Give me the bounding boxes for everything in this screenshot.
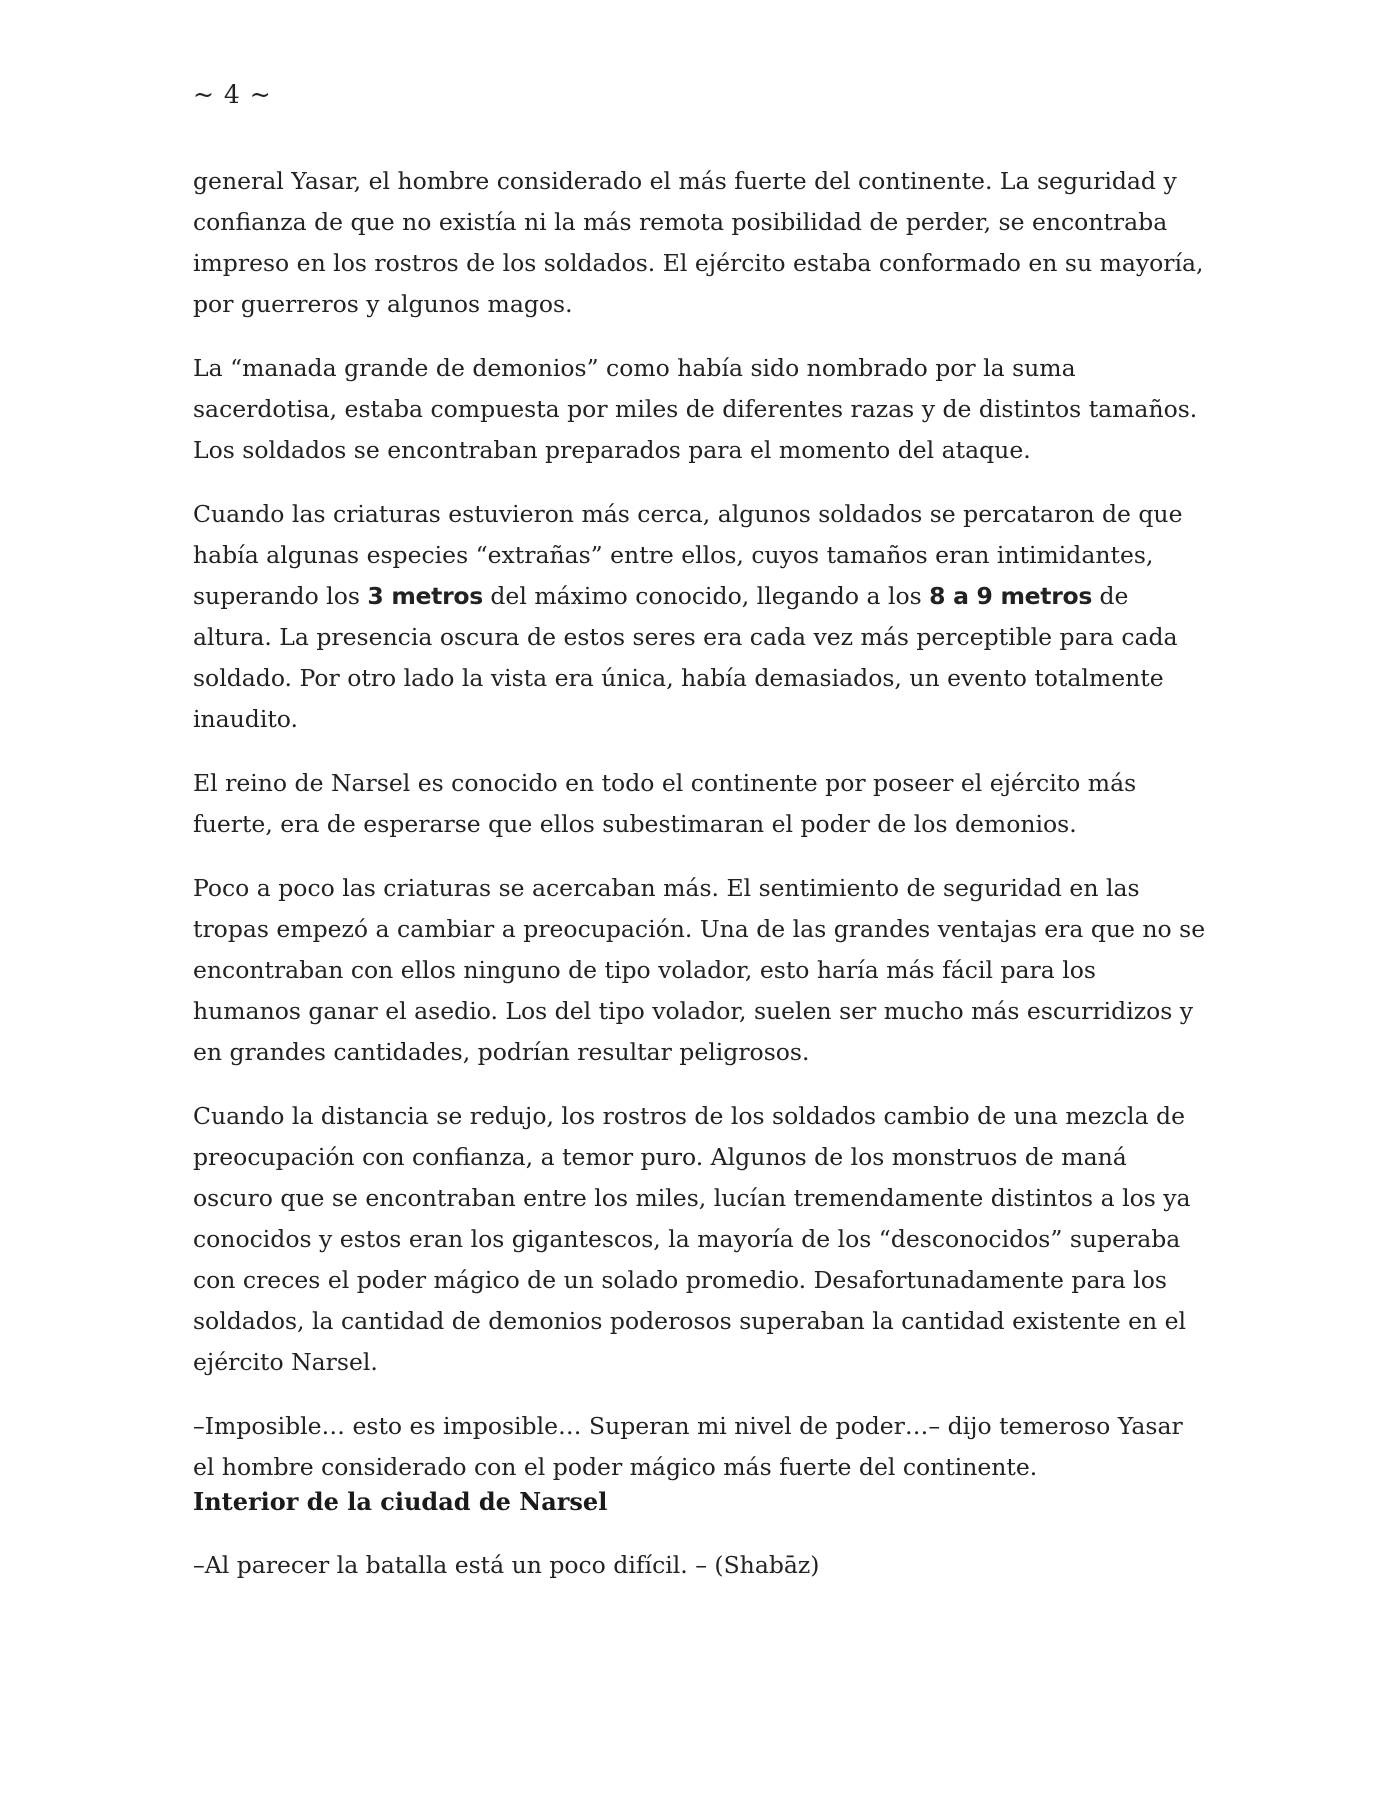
paragraph-3-text-a: Cuando las criaturas estuvieron más cerca, algunos soldados se percataron de que había algunas especies “extrañas” entre ellos, cuyos tamaños eran intimidantes, superando los — [193, 500, 1183, 610]
paragraph-6: Cuando la distancia se redujo, los rostros de los soldados cambio de una mezcla de preocupación con confianza, a temor puro. Algunos de los monstruos de maná oscuro que se encontraban entre los miles, lucían tremendamente distintos a los ya conocidos y estos eran los gigantescos, la mayoría de los “desconocidos” superaba con creces el poder mágico de un solado promedio. Desafortunadamente para los soldados, la cantidad de demonios poderosos superaban la cantidad existente en el ejército Narsel. — [193, 1102, 1191, 1376]
paragraph-5: Poco a poco las criaturas se acercaban más. El sentimiento de seguridad en las tropas empezó a cambiar a preocupación. Una de las grandes ventajas era que no se encontraban con ellos ninguno de tipo volador, esto haría más fácil para los humanos ganar el asedio. Los del tipo volador, suelen ser mucho más escurridizos y en grandes cantidades, podrían resultar peligrosos. — [193, 874, 1206, 1066]
paragraph-3-text-b: del máximo conocido, llegando a los — [482, 582, 930, 610]
emphasis-8-9-metros: 8 a 9 metros — [929, 582, 1093, 610]
paragraph-2: La “manada grande de demonios” como había sido nombrado por la suma sacerdotisa, estaba compuesta por miles de diferentes razas y de distintos tamaños. Los soldados se encontraban preparados para el momento del ataque. — [193, 354, 1198, 464]
page-number: ~ 4 ~ — [193, 80, 272, 109]
emphasis-3-metros: 3 metros — [367, 582, 483, 610]
body-text — [193, 161, 1208, 1511]
dialogue-line: –Al parecer la batalla está un poco difícil. – (Shabāz) — [193, 1551, 820, 1579]
section-heading: Interior de la ciudad de Narsel — [193, 1487, 608, 1516]
paragraph-3-text-c: de altura. La presencia oscura de estos seres era cada vez más perceptible para cada soldado. Por otro lado la vista era única, había demasiados, un evento totalmente inaudito. — [193, 582, 1178, 733]
paragraph-3 — [193, 494, 1208, 740]
paragraph-7: –Imposible… esto es imposible… Superan mi nivel de poder…– dijo temeroso Yasar el hombre considerado con el poder mágico más fuerte del continente. — [193, 1412, 1183, 1481]
paragraph-4: El reino de Narsel es conocido en todo el continente por poseer el ejército más fuerte, era de esperarse que ellos subestimaran el poder de los demonios. — [193, 769, 1137, 838]
paragraph-1: general Yasar, el hombre considerado el más fuerte del continente. La seguridad y confianza de que no existía ni la más remota posibilidad de perder, se encontraba impreso en los rostros de los soldados. El ejército estaba conformado en su mayoría, por guerreros y algunos magos. — [193, 167, 1204, 318]
